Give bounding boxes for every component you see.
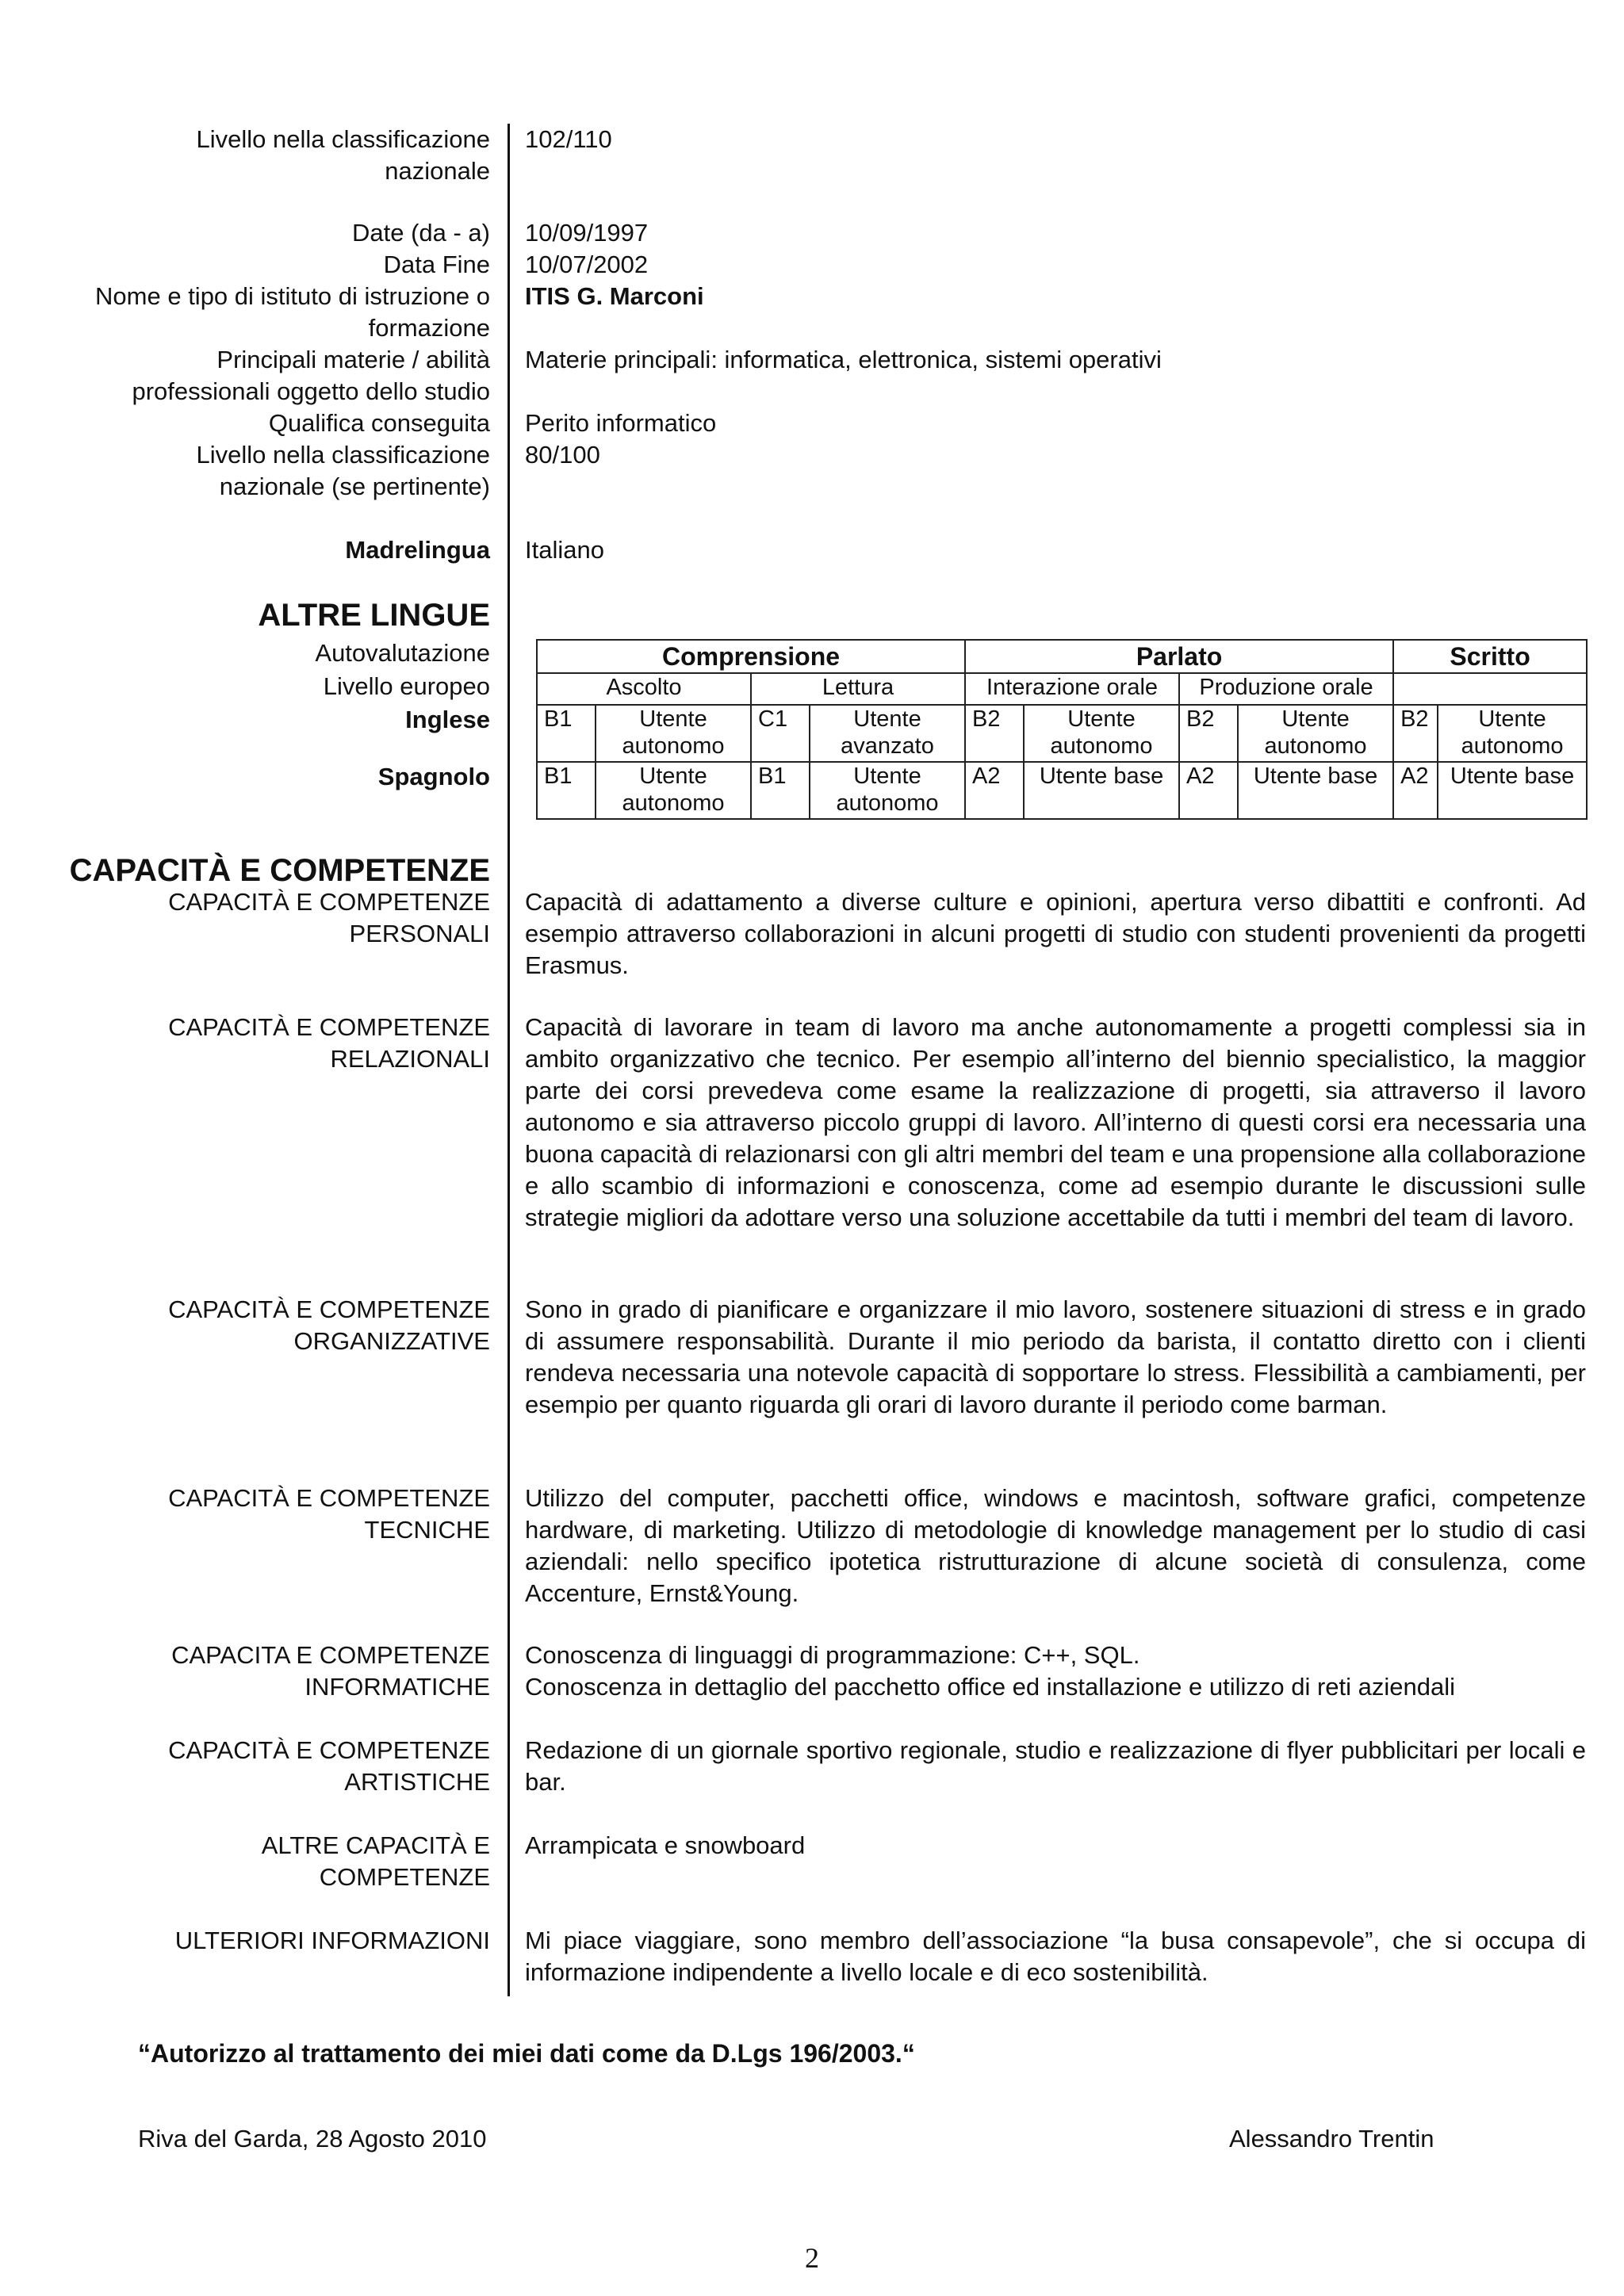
dates-label: Date (da - a) xyxy=(351,219,490,247)
european-level-label: Livello europeo xyxy=(323,672,490,700)
personal-skills-text: Capacità di adattamento a diverse culture e opinioni, apertura verso dibattiti e confronti. Ad esempio attraverso collaborazioni in alcuni progetti di studio con studenti provenienti da progetti Erasmus. xyxy=(525,888,1586,979)
level-desc: Utente autonomo xyxy=(1238,705,1393,762)
it-skills-line-1: Conoscenza di linguaggi di programmazione: C++, SQL. xyxy=(525,1641,1140,1669)
mother-tongue-label: Madrelingua xyxy=(345,536,490,564)
subheader-interazione: Interazione orale xyxy=(965,673,1179,705)
level-desc: Utente base xyxy=(1024,762,1179,819)
level-desc: Utente autonomo xyxy=(1438,705,1587,762)
header-scritto: Scritto xyxy=(1393,640,1587,673)
language-name-english: Inglese xyxy=(405,706,490,733)
subjects-value: Materie principali: informatica, elettronica, sistemi operativi xyxy=(525,346,1162,373)
organizational-skills-text: Sono in grado di pianificare e organizzare il mio lavoro, sostenere situazioni di stress e in grado di assumere responsabilità. Durante il mio periodo da barista, il contatto diretto con i clienti rendeva necessaria una notevole capacità di sopportare lo stress. Flessibilità a cambiamenti, per esempio per quanto riguarda gli orari di lavoro durante il periodo come barman. xyxy=(525,1295,1586,1418)
place-date: Riva del Garda, 28 Agosto 2010 xyxy=(138,2125,487,2152)
header-parlato: Parlato xyxy=(965,640,1393,673)
it-skills-line-2: Conoscenza in dettaglio del pacchetto office ed installazione e utilizzo di reti aziendali xyxy=(525,1673,1455,1701)
level-code: A2 xyxy=(1393,762,1438,819)
it-skills-label: CAPACITA E COMPETENZE INFORMATICHE xyxy=(171,1641,490,1701)
languages-heading: ALTRE LINGUE xyxy=(258,598,490,633)
data-authorization: “Autorizzo al trattamento dei miei dati come da D.Lgs 196/2003.“ xyxy=(138,2039,915,2068)
skills-heading: CAPACITÀ E COMPETENZE xyxy=(69,853,490,888)
relational-skills-text: Capacità di lavorare in team di lavoro ma anche autonomamente a progetti complessi sia in ambito organizzativo che tecnico. Per esempio all’interno del biennio specialistico, la maggior parte dei corsi prevedeva come esame la realizzazione di progetti, sia attraverso il lavoro autonomo e sia attraverso piccolo gruppi di lavoro. All’interno di questi corsi era necessaria una buona capacità di relazionarsi con gli altri membri del team e una propensione alla collaborazione e allo scambio di informazioni e conoscenza, come ad esempio durante le discussioni sulle strategie migliori da adottare verso una soluzione accettabile da tutti i membri del team di lavoro. xyxy=(525,1013,1586,1231)
further-info-text: Mi piace viaggiare, sono membro dell’associazione “la busa consapevole”, che si occupa di informazione indipendente a livello locale e di eco sostenibilità. xyxy=(525,1927,1586,1986)
end-date-label: Data Fine xyxy=(383,251,490,278)
institute-label: Nome e tipo di istituto di istruzione o formazione xyxy=(95,282,490,342)
level-code: B2 xyxy=(1393,705,1438,762)
further-info-label: ULTERIORI INFORMAZIONI xyxy=(174,1927,490,1954)
page-number: 2 xyxy=(805,2242,819,2274)
level-code: A2 xyxy=(965,762,1024,819)
level-code: B1 xyxy=(751,762,810,819)
level-desc: Utente autonomo xyxy=(596,762,751,819)
level-code: B2 xyxy=(1179,705,1238,762)
other-skills-label: ALTRE CAPACITÀ E COMPETENZE xyxy=(261,1831,490,1891)
level-desc: Utente base xyxy=(1438,762,1587,819)
subjects-label: Principali materie / abilità professionali oggetto dello studio xyxy=(132,346,490,405)
table-row xyxy=(537,762,1587,819)
dates-value: 10/09/1997 xyxy=(525,219,649,247)
level-desc: Utente autonomo xyxy=(810,762,965,819)
other-skills-text: Arrampicata e snowboard xyxy=(525,1831,806,1859)
technical-skills-label: CAPACITÀ E COMPETENZE TECNICHE xyxy=(168,1484,490,1544)
organizational-skills-label: CAPACITÀ E COMPETENZE ORGANIZZATIVE xyxy=(168,1295,490,1355)
subheader-lettura: Lettura xyxy=(751,673,965,705)
subheader-ascolto: Ascolto xyxy=(537,673,751,705)
table-header-row xyxy=(537,640,1587,673)
personal-skills-label: CAPACITÀ E COMPETENZE PERSONALI xyxy=(168,888,490,947)
technical-skills-text: Utilizzo del computer, pacchetti office, windows e macintosh, software grafici, competenze hardware, di marketing. Utilizzo di metodologie di knowledge management per lo studio di casi aziendali: nello specifico ipotetica ristrutturazione di alcune società di consulenza, come Accenture, Ernst&Young. xyxy=(525,1484,1586,1607)
level-code: B1 xyxy=(537,705,596,762)
level-code: A2 xyxy=(1179,762,1238,819)
level-code: B2 xyxy=(965,705,1024,762)
header-comprensione: Comprensione xyxy=(537,640,965,673)
edu-level-label: Livello nella classificazione nazionale (se pertinente) xyxy=(196,441,490,500)
level-label: Livello nella classificazione nazionale xyxy=(196,125,490,185)
subheader-produzione: Produzione orale xyxy=(1179,673,1393,705)
level-desc: Utente base xyxy=(1238,762,1393,819)
level-desc: Utente autonomo xyxy=(1024,705,1179,762)
level-code: C1 xyxy=(751,705,810,762)
table-row xyxy=(537,705,1587,762)
level-value: 102/110 xyxy=(525,125,612,153)
column-divider xyxy=(508,124,510,1996)
level-desc: Utente autonomo xyxy=(596,705,751,762)
qualification-value: Perito informatico xyxy=(525,409,717,437)
relational-skills-label: CAPACITÀ E COMPETENZE RELAZIONALI xyxy=(168,1013,490,1073)
table-subheader-row xyxy=(537,673,1587,705)
subheader-scritto-empty xyxy=(1393,673,1587,705)
qualification-label: Qualifica conseguita xyxy=(268,409,490,437)
language-table xyxy=(536,639,1588,820)
signature-name: Alessandro Trentin xyxy=(1229,2125,1434,2152)
mother-tongue-value: Italiano xyxy=(525,536,604,564)
artistic-skills-text: Redazione di un giornale sportivo regionale, studio e realizzazione di flyer pubblicitari per locali e bar. xyxy=(525,1736,1586,1796)
edu-level-value: 80/100 xyxy=(525,441,600,469)
end-date-value: 10/07/2002 xyxy=(525,251,649,278)
level-code: B1 xyxy=(537,762,596,819)
level-desc: Utente avanzato xyxy=(810,705,965,762)
language-name-spanish: Spagnolo xyxy=(377,763,490,790)
institute-value: ITIS G. Marconi xyxy=(525,282,704,310)
self-assessment-label: Autovalutazione xyxy=(315,639,490,667)
artistic-skills-label: CAPACITÀ E COMPETENZE ARTISTICHE xyxy=(168,1736,490,1796)
